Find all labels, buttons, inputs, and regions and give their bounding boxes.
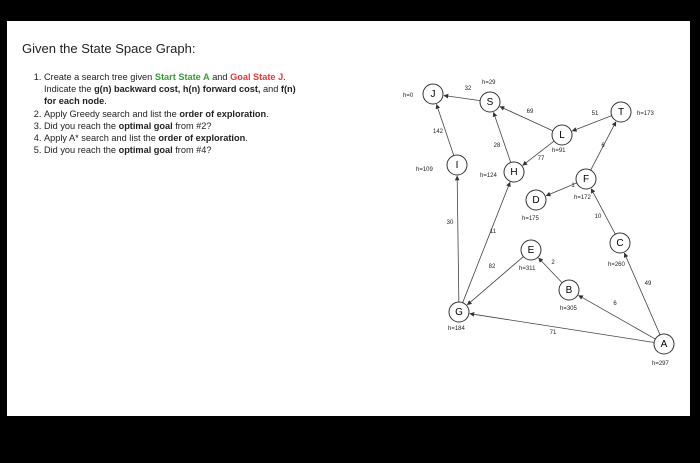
edge-a-g xyxy=(470,314,654,343)
node-label-a: A xyxy=(660,339,668,350)
edge-weight-h-s: 28 xyxy=(493,143,501,149)
node-t xyxy=(611,102,655,122)
node-i xyxy=(416,155,467,175)
node-label-h: H xyxy=(510,167,518,178)
heuristic-label-t: h=173 xyxy=(637,111,654,117)
edge-weight-a-b: 6 xyxy=(613,301,617,307)
edge-weight-f-t: 6 xyxy=(601,143,605,149)
heuristic-label-c: h=260 xyxy=(608,262,625,268)
edge-weight-a-c: 49 xyxy=(644,281,652,287)
edge-weight-g-i: 30 xyxy=(446,220,454,226)
heuristic-label-b: h=305 xyxy=(560,306,577,312)
task-3-bold: optimal goal xyxy=(118,120,173,131)
edge-weight-s-j: 32 xyxy=(464,86,472,92)
edge-weight-l-s: 69 xyxy=(526,109,534,115)
task-1-indicate: Indicate the xyxy=(44,84,95,95)
task-3-end: from #2? xyxy=(172,120,212,131)
task-1-text: Create a search tree given xyxy=(44,72,155,82)
heuristic-label-h: h=124 xyxy=(480,173,497,179)
task-3-text: Did you reach the xyxy=(44,120,119,131)
task-2-text: Apply Greedy search and list the xyxy=(44,108,180,119)
task-5-bold: optimal goal xyxy=(118,145,173,156)
heuristic-label-a: h=297 xyxy=(652,361,669,367)
edge-a-c xyxy=(624,253,660,335)
task-1-fn: f(n) xyxy=(280,84,296,95)
node-h xyxy=(480,162,524,182)
node-label-d: D xyxy=(532,195,540,206)
task-1-and-2: and xyxy=(260,84,281,95)
node-label-s: S xyxy=(486,97,494,108)
task-4-end: . xyxy=(245,133,248,144)
task-1-and: and xyxy=(209,72,231,82)
goal-state-label: Goal State J xyxy=(230,72,284,82)
node-label-i: I xyxy=(455,160,459,171)
heuristic-label-s: h=29 xyxy=(482,80,496,86)
node-e xyxy=(519,240,541,272)
edge-weight-g-h: 11 xyxy=(489,229,497,235)
task-1-each-node: for each node xyxy=(44,96,105,107)
start-state-label: Start State A xyxy=(154,72,210,82)
task-5-text: Did you reach the xyxy=(44,145,119,156)
edge-t-l xyxy=(572,116,611,131)
node-a xyxy=(652,334,674,367)
node-g xyxy=(448,302,469,332)
heuristic-label-j: h=0 xyxy=(403,93,414,99)
heuristic-label-i: h=109 xyxy=(416,167,433,173)
task-2-bold: order of exploration xyxy=(179,108,267,119)
edge-weight-l-h: 77 xyxy=(537,156,545,162)
node-label-l: L xyxy=(559,130,565,141)
node-c xyxy=(608,233,630,268)
node-label-e: E xyxy=(527,245,535,256)
node-label-b: B xyxy=(565,285,573,296)
node-b xyxy=(559,280,579,312)
heuristic-label-g: h=184 xyxy=(448,326,465,332)
edge-weight-c-f: 10 xyxy=(594,214,602,220)
edge-g-h xyxy=(463,182,510,302)
edge-e-g xyxy=(467,257,523,305)
heuristic-label-d: h=175 xyxy=(522,216,539,222)
node-label-t: T xyxy=(617,107,625,118)
heuristic-label-e: h=311 xyxy=(519,266,536,272)
edge-weight-i-j: 142 xyxy=(432,129,444,135)
edge-weight-f-d: 1 xyxy=(571,183,575,189)
edge-weight-e-g: 82 xyxy=(488,264,496,270)
task-5-end: from #4? xyxy=(172,145,212,156)
edge-c-f xyxy=(591,189,615,234)
node-d xyxy=(522,190,546,222)
edge-weight-t-l: 51 xyxy=(591,111,599,117)
edge-s-j xyxy=(444,96,480,101)
task-1-end: . xyxy=(104,96,107,107)
page-title: Given the State Space Graph: xyxy=(22,41,196,56)
node-f xyxy=(574,169,596,201)
node-j xyxy=(403,84,443,104)
node-s xyxy=(480,80,500,112)
node-label-j: J xyxy=(430,89,436,100)
task-4-bold: order of exploration xyxy=(158,133,246,144)
edge-weight-a-g: 71 xyxy=(549,330,557,336)
heuristic-label-f: h=172 xyxy=(574,195,591,201)
task-1-period: . xyxy=(283,72,286,82)
node-label-c: C xyxy=(616,238,624,249)
edge-weight-b-e: 2 xyxy=(551,260,555,266)
task-4-text: Apply A* search and list the xyxy=(44,133,159,144)
node-l xyxy=(552,125,572,154)
heuristic-label-l: h=91 xyxy=(552,148,566,154)
edge-g-i xyxy=(457,176,459,302)
task-1-costs: g(n) backward cost, h(n) forward cost, xyxy=(94,84,261,95)
node-label-f: F xyxy=(582,174,590,185)
task-2-end: . xyxy=(266,108,269,119)
node-label-g: G xyxy=(455,307,463,318)
edge-h-s xyxy=(494,112,511,162)
